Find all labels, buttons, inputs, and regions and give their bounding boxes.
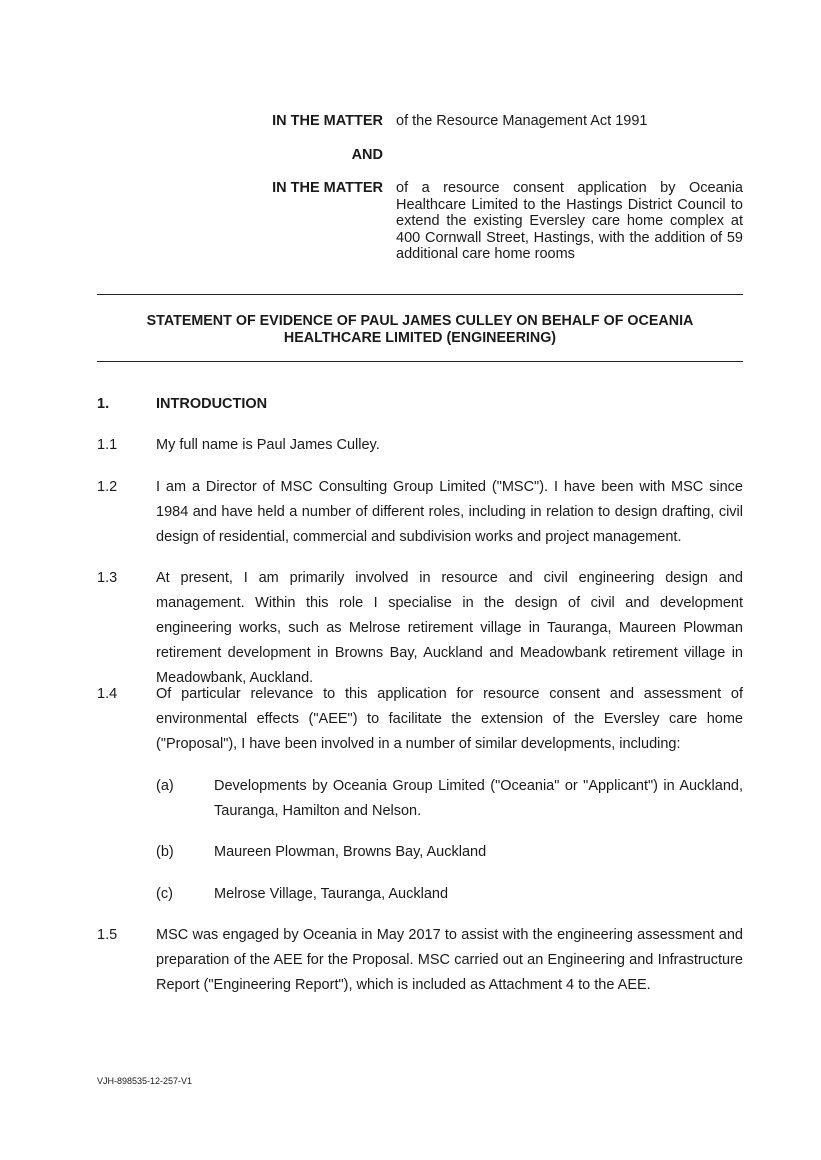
para-number-1-4: 1.4 xyxy=(97,686,118,702)
para-text-1-1: My full name is Paul James Culley. xyxy=(156,437,380,453)
top-rule xyxy=(97,294,743,295)
para-number-1-5: 1.5 xyxy=(97,927,118,943)
bottom-rule xyxy=(97,361,743,362)
para-text-1-5: MSC was engaged by Oceania in May 2017 to assist with the engineering assessment and preparation of the AEE for the Proposal. MSC carried out an Engineering and Infrastructure Report ("Engineering Report"), which is included as Attachment 4 to the AEE. xyxy=(156,927,743,993)
matter-text-2: of a resource consent application by Oceania Healthcare Limited to the Hastings District Council to extend the existing Eversley care home complex at 400 Cornwall Street, Hastings, with the addition of 59 additional care home rooms xyxy=(396,180,743,263)
section-title: INTRODUCTION xyxy=(156,396,268,412)
para-text-1-2: I am a Director of MSC Consulting Group Limited ("MSC"). I have been with MSC since 1984 and have held a number of different roles, including in relation to design drafting, civil design of residential, commercial and subdivision works and project management. xyxy=(156,479,743,545)
subitem-text-b: Maureen Plowman, Browns Bay, Auckland xyxy=(214,844,487,860)
matter-label-2: IN THE MATTER xyxy=(272,180,383,196)
matter-text-1: of the Resource Management Act 1991 xyxy=(396,113,648,129)
subitem-number-c: (c) xyxy=(156,886,173,902)
para-text-1-4: Of particular relevance to this application for resource consent and assessment of environmental effects ("AEE") to facilitate the extension of the Eversley care home ("Proposal"), I have been involved in a number of similar developments, including: xyxy=(156,686,743,752)
para-number-1-2: 1.2 xyxy=(97,479,118,495)
para-text-1-3: At present, I am primarily involved in resource and civil engineering design and management. Within this role I specialise in the design of civil and development engineering works, such as Melrose retirement village in Tauranga, Maureen Plowman retirement development in Browns Bay, Auckland and Meadowbank retirement village in Meadowbank, Auckland. xyxy=(156,570,743,686)
and-label: AND xyxy=(351,147,383,163)
statement-title: STATEMENT OF EVIDENCE OF PAUL JAMES CULLEY ON BEHALF OF OCEANIA HEALTHCARE LIMITED (ENGINEERING) xyxy=(146,313,694,346)
para-number-1-3: 1.3 xyxy=(97,570,118,586)
subitem-text-a: Developments by Oceania Group Limited ("Oceania" or "Applicant") in Auckland, Tauranga, Hamilton and Nelson. xyxy=(214,778,743,819)
subitem-text-c: Melrose Village, Tauranga, Auckland xyxy=(214,886,449,902)
matter-label-1: IN THE MATTER xyxy=(272,113,383,129)
subitem-number-b: (b) xyxy=(156,844,174,860)
document-reference: VJH-898535-12-257-V1 xyxy=(97,1076,193,1086)
para-number-1-1: 1.1 xyxy=(97,437,118,453)
section-number: 1. xyxy=(97,396,110,412)
subitem-number-a: (a) xyxy=(156,778,174,794)
